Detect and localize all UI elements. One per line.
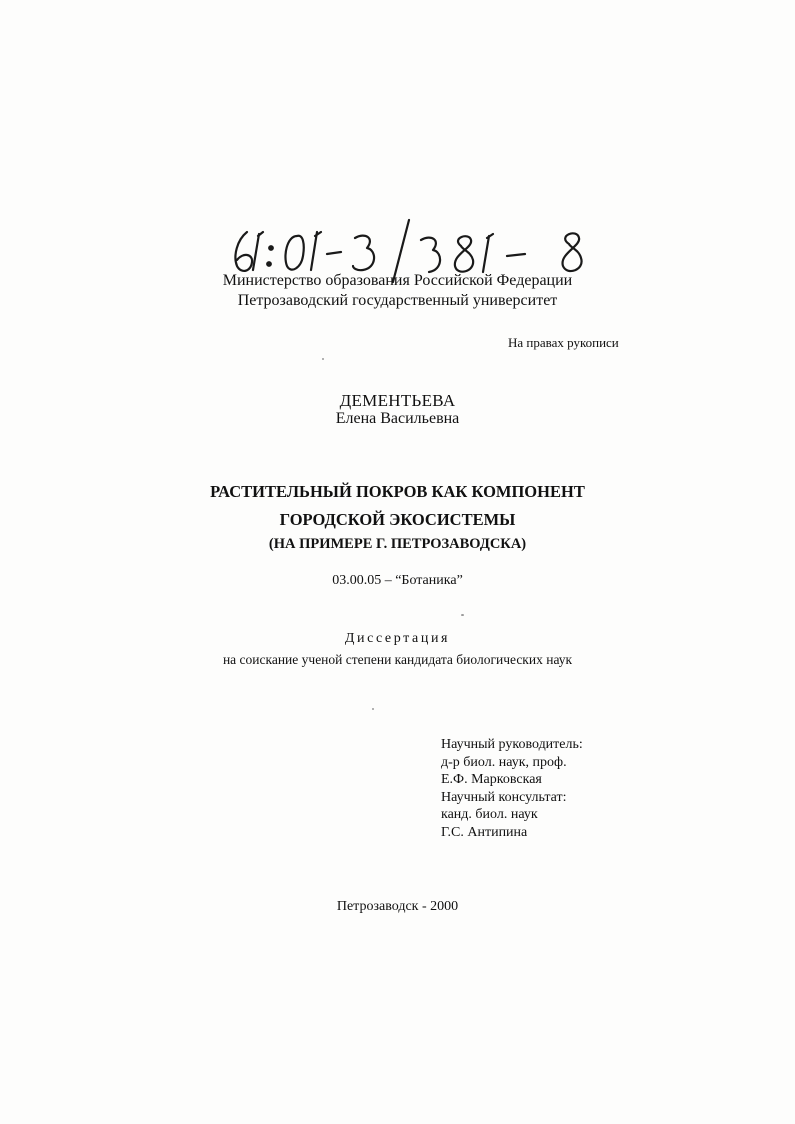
consultant-label: Научный консультат: [441,789,567,805]
manuscript-rights-note: На правах рукописи [508,335,619,350]
scan-speck [322,358,324,360]
thesis-title-line-1: РАСТИТЕЛЬНЫЙ ПОКРОВ КАК КОМПОНЕНТ [210,482,585,501]
ministry-heading: Министерство образования Российской Федерации [222,272,573,289]
dissertation-degree: на соискание ученой степени кандидата биологических наук [222,652,573,667]
specialty-code: 03.00.05 – “Ботаника” [332,573,463,588]
dissertation-label: Диссертация [344,631,451,646]
consultant-name: Г.С. Антипина [441,824,528,840]
supervisor-name: Е.Ф. Марковская [441,772,542,787]
advisors-block [441,736,583,841]
scan-speck [372,708,374,710]
thesis-title-line-2: ГОРОДСКОЙ ЭКОСИСТЕМЫ [279,510,516,529]
place-and-year: Петрозаводск - 2000 [336,899,459,914]
supervisor-degree: д-р биол. наук, проф. [441,754,567,770]
author-name: Елена Васильевна [335,410,460,427]
university-heading: Петрозаводский государственный университет [237,292,558,309]
consultant-degree: канд. биол. наук [441,807,538,822]
scan-speck [461,614,464,616]
thesis-title-line-3: (НА ПРИМЕРЕ Г. ПЕТРОЗАВОДСКА) [268,536,527,552]
author-surname: ДЕМЕНТЬЕВА [339,391,456,410]
supervisor-label: Научный руководитель: [441,737,583,752]
